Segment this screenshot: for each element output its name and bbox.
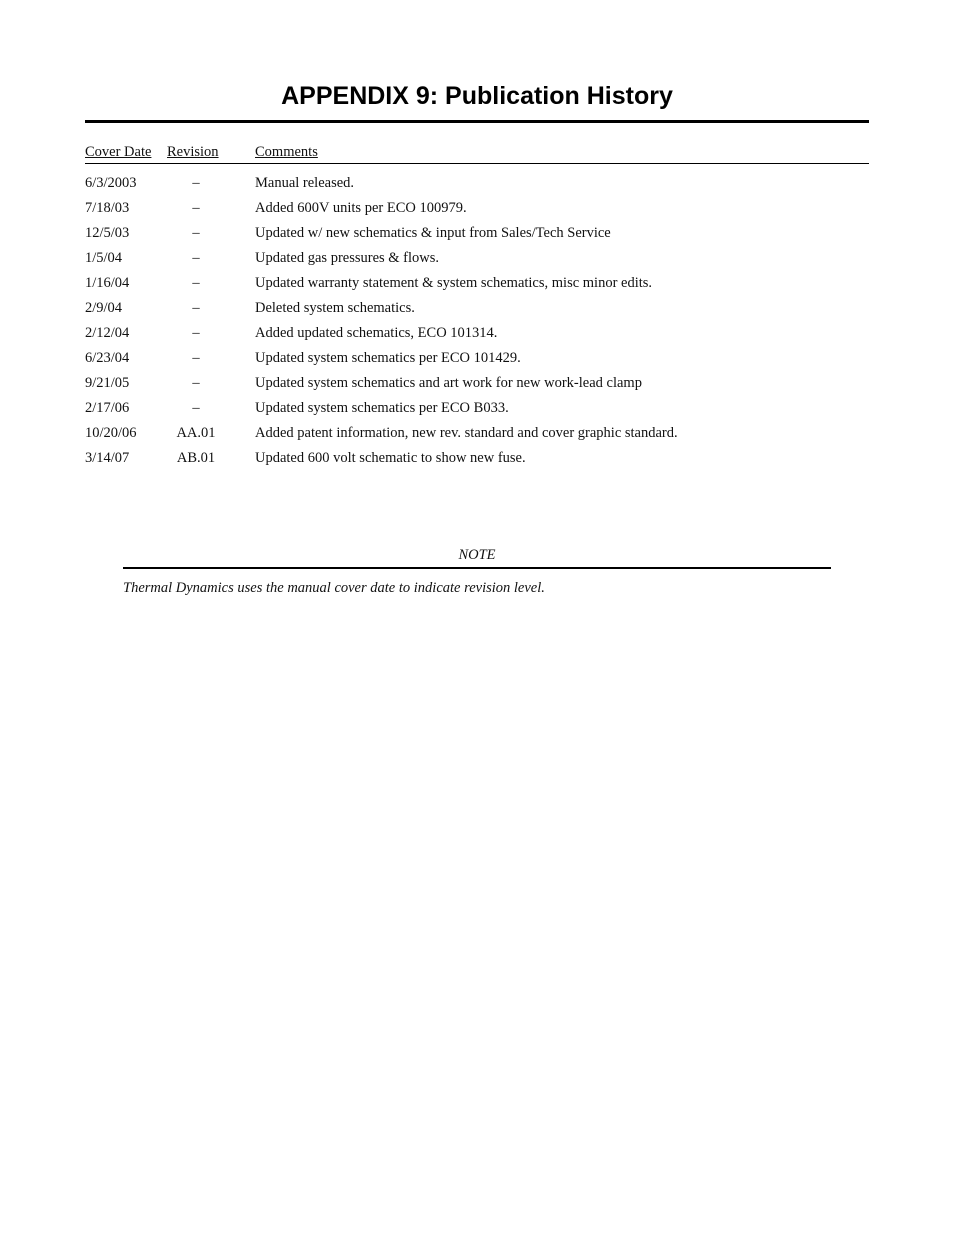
table-row — [85, 371, 869, 396]
cell-revision: – — [192, 175, 200, 191]
cell-cover-date: 2/12/04 — [85, 325, 130, 341]
cell-comment: Updated system schematics per ECO 101429. — [255, 350, 521, 366]
cell-revision: – — [192, 275, 200, 291]
table-row — [85, 271, 869, 296]
cell-comment: Added updated schematics, ECO 101314. — [255, 325, 498, 341]
cell-cover-date: 2/9/04 — [85, 300, 123, 316]
cell-revision: – — [192, 300, 200, 316]
note-rule — [123, 567, 831, 569]
cell-revision: – — [192, 225, 200, 241]
note-section — [123, 547, 831, 597]
cell-revision: – — [192, 200, 200, 216]
cell-comment: Added patent information, new rev. standard and cover graphic standard. — [255, 425, 678, 441]
table-row — [85, 321, 869, 346]
cell-revision: – — [192, 400, 200, 416]
cell-comment: Deleted system schematics. — [255, 300, 415, 316]
note-label: NOTE — [458, 547, 496, 563]
table-row — [85, 171, 869, 196]
cell-cover-date: 1/16/04 — [85, 275, 130, 291]
cell-cover-date: 1/5/04 — [85, 250, 123, 266]
cell-comment: Updated w/ new schematics & input from Sales/Tech Service — [255, 225, 611, 241]
cell-revision: – — [192, 350, 200, 366]
cell-revision: – — [192, 250, 200, 266]
cell-comment: Updated 600 volt schematic to show new fuse. — [255, 450, 526, 466]
table-row — [85, 446, 869, 471]
cell-cover-date: 6/23/04 — [85, 350, 130, 366]
cell-comment: Updated system schematics per ECO B033. — [255, 400, 509, 416]
cell-revision: AB.01 — [176, 450, 216, 466]
table-row — [85, 346, 869, 371]
cell-comment: Updated system schematics and art work for new work-lead clamp — [255, 375, 642, 391]
column-header-cover-date: Cover Date — [85, 144, 152, 160]
cell-cover-date: 9/21/05 — [85, 375, 130, 391]
table-header-row — [85, 143, 869, 161]
cell-cover-date: 7/18/03 — [85, 200, 130, 216]
page-title: APPENDIX 9: Publication History — [281, 82, 673, 110]
cell-cover-date: 2/17/06 — [85, 400, 130, 416]
table-header-rule — [85, 163, 869, 164]
column-header-comments: Comments — [255, 144, 318, 160]
table-row — [85, 421, 869, 446]
cell-comment: Updated warranty statement & system schematics, misc minor edits. — [255, 275, 653, 291]
cell-revision: – — [192, 375, 200, 391]
cell-comment: Updated gas pressures & flows. — [255, 250, 440, 266]
table-row — [85, 296, 869, 321]
cell-cover-date: 10/20/06 — [85, 425, 137, 441]
history-table-body — [85, 171, 869, 471]
table-row — [85, 221, 869, 246]
note-text: Thermal Dynamics uses the manual cover date to indicate revision level. — [123, 580, 545, 596]
publication-history-table — [85, 143, 869, 471]
title-rule — [85, 120, 869, 123]
cell-comment: Added 600V units per ECO 100979. — [255, 200, 467, 216]
table-row — [85, 396, 869, 421]
cell-comment: Manual released. — [255, 175, 355, 191]
cell-cover-date: 3/14/07 — [85, 450, 130, 466]
cell-cover-date: 6/3/2003 — [85, 175, 137, 191]
column-header-revision: Revision — [167, 144, 219, 160]
cell-revision: – — [192, 325, 200, 341]
table-row — [85, 246, 869, 271]
table-row — [85, 196, 869, 221]
cell-revision: AA.01 — [176, 425, 216, 441]
cell-cover-date: 12/5/03 — [85, 225, 130, 241]
